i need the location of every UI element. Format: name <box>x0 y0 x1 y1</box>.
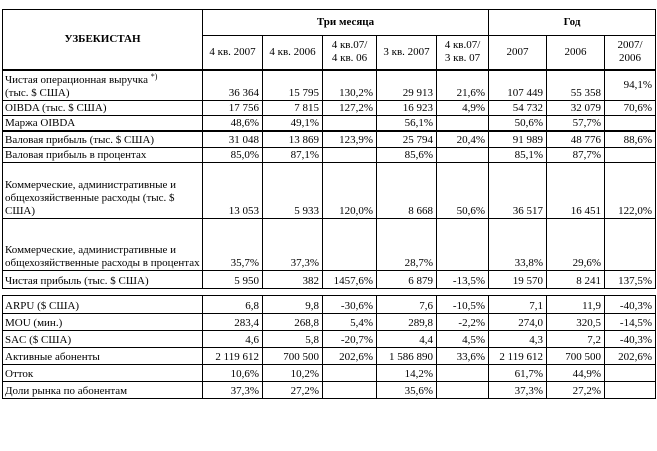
column-header: 2007 <box>489 36 547 70</box>
cell: 36 364 <box>203 70 263 101</box>
cell <box>323 382 377 399</box>
cell: 137,5% <box>605 271 656 289</box>
cell: 55 358 <box>547 70 605 101</box>
cell: 122,0% <box>605 163 656 219</box>
cell <box>605 116 656 131</box>
cell: 35,7% <box>203 219 263 271</box>
cell: 61,7% <box>489 365 547 382</box>
cell: 274,0 <box>489 314 547 331</box>
cell: 7,1 <box>489 296 547 314</box>
table-row <box>3 365 656 382</box>
cell: 5 950 <box>203 271 263 289</box>
column-header: 4 кв. 2007 <box>203 36 263 70</box>
cell: 48 776 <box>547 131 605 148</box>
cell: -30,6% <box>323 296 377 314</box>
cell: 5,4% <box>323 314 377 331</box>
cell <box>323 219 377 271</box>
cell <box>323 116 377 131</box>
cell <box>605 148 656 163</box>
cell: 5,8 <box>263 331 323 348</box>
table-row <box>3 314 656 331</box>
column-header: 4 кв. 2006 <box>263 36 323 70</box>
cell <box>437 148 489 163</box>
cell: 91 989 <box>489 131 547 148</box>
financial-table <box>2 9 656 399</box>
cell: 123,9% <box>323 131 377 148</box>
cell: 1457,6% <box>323 271 377 289</box>
cell: 14,2% <box>377 365 437 382</box>
cell <box>437 365 489 382</box>
row-label-unit: (тыс. $ США) <box>5 87 70 99</box>
cell: 202,6% <box>605 348 656 365</box>
cell <box>437 116 489 131</box>
cell: 50,6% <box>437 163 489 219</box>
cell: 283,4 <box>203 314 263 331</box>
row-label-text: Чистая операционная выручка <box>5 74 148 86</box>
cell: 25 794 <box>377 131 437 148</box>
cell: 48,6% <box>203 116 263 131</box>
cell: 87,7% <box>547 148 605 163</box>
cell: 37,3% <box>489 382 547 399</box>
cell: 320,5 <box>547 314 605 331</box>
cell: 85,6% <box>377 148 437 163</box>
cell: 28,7% <box>377 219 437 271</box>
cell: 11,9 <box>547 296 605 314</box>
cell: 16 451 <box>547 163 605 219</box>
cell: 44,9% <box>547 365 605 382</box>
cell: 33,8% <box>489 219 547 271</box>
column-header: 4 кв.07/ 4 кв. 06 <box>323 36 377 70</box>
cell: 17 756 <box>203 101 263 116</box>
cell: 13 053 <box>203 163 263 219</box>
cell: 2 119 612 <box>489 348 547 365</box>
cell: 202,6% <box>323 348 377 365</box>
table-row <box>3 331 656 348</box>
cell: 289,8 <box>377 314 437 331</box>
cell: 56,1% <box>377 116 437 131</box>
cell: 10,2% <box>263 365 323 382</box>
cell: 15 795 <box>263 70 323 101</box>
cell: 6,8 <box>203 296 263 314</box>
column-header: 3 кв. 2007 <box>377 36 437 70</box>
cell: 16 923 <box>377 101 437 116</box>
row-label <box>3 70 203 101</box>
cell: 8 241 <box>547 271 605 289</box>
column-header: 4 кв.07/ 3 кв. 07 <box>437 36 489 70</box>
cell: 29,6% <box>547 219 605 271</box>
cell: 7 815 <box>263 101 323 116</box>
cell: 127,2% <box>323 101 377 116</box>
table-row <box>3 70 656 101</box>
cell: 4,4 <box>377 331 437 348</box>
cell: 7,6 <box>377 296 437 314</box>
row-label: Маржа OIBDA <box>3 116 203 131</box>
cell: 107 449 <box>489 70 547 101</box>
cell: 1 586 890 <box>377 348 437 365</box>
cell: 85,1% <box>489 148 547 163</box>
cell: 54 732 <box>489 101 547 116</box>
cell: 70,6% <box>605 101 656 116</box>
row-label: Валовая прибыль в процентах <box>3 148 203 163</box>
row-label: OIBDA (тыс. $ США) <box>3 101 203 116</box>
table-row <box>3 131 656 148</box>
cell <box>605 382 656 399</box>
cell <box>323 365 377 382</box>
cell: 10,6% <box>203 365 263 382</box>
cell: 94,1% <box>605 70 656 101</box>
cell <box>323 148 377 163</box>
cell: 36 517 <box>489 163 547 219</box>
cell <box>437 382 489 399</box>
cell: 33,6% <box>437 348 489 365</box>
table-row <box>3 271 656 289</box>
cell: -13,5% <box>437 271 489 289</box>
table-row <box>3 101 656 116</box>
cell: 5 933 <box>263 163 323 219</box>
table-row <box>3 348 656 365</box>
cell: -40,3% <box>605 296 656 314</box>
table-row <box>3 219 656 271</box>
cell: 32 079 <box>547 101 605 116</box>
cell: 49,1% <box>263 116 323 131</box>
cell: 9,8 <box>263 296 323 314</box>
cell: 88,6% <box>605 131 656 148</box>
row-label: Отток <box>3 365 203 382</box>
cell: 4,6 <box>203 331 263 348</box>
section-separator <box>3 289 656 296</box>
table-row <box>3 148 656 163</box>
row-label: Доли рынка по абонентам <box>3 382 203 399</box>
cell: 27,2% <box>547 382 605 399</box>
row-label: SAC ($ США) <box>3 331 203 348</box>
column-header: 2006 <box>547 36 605 70</box>
cell: 37,3% <box>203 382 263 399</box>
cell: 29 913 <box>377 70 437 101</box>
cell: 37,3% <box>263 219 323 271</box>
cell: 87,1% <box>263 148 323 163</box>
row-label: Валовая прибыль (тыс. $ США) <box>3 131 203 148</box>
cell: 27,2% <box>263 382 323 399</box>
cell: 50,6% <box>489 116 547 131</box>
cell <box>605 219 656 271</box>
cell: 382 <box>263 271 323 289</box>
cell: 2 119 612 <box>203 348 263 365</box>
cell: 130,2% <box>323 70 377 101</box>
table-row <box>3 163 656 219</box>
cell: 21,6% <box>437 70 489 101</box>
cell: -10,5% <box>437 296 489 314</box>
footnote-mark: *) <box>150 72 158 81</box>
cell: -20,7% <box>323 331 377 348</box>
row-label: Чистая прибыль (тыс. $ США) <box>3 271 203 289</box>
table-row <box>3 296 656 314</box>
year-group-header: Год <box>489 10 656 36</box>
row-label: Коммерческие, административные и общехозяйственные расходы (тыс. $ США) <box>3 163 203 219</box>
quarter-group-header: Три месяца <box>203 10 489 36</box>
cell: 85,0% <box>203 148 263 163</box>
cell: 7,2 <box>547 331 605 348</box>
cell: 57,7% <box>547 116 605 131</box>
row-label: Активные абоненты <box>3 348 203 365</box>
cell: 31 048 <box>203 131 263 148</box>
row-label: MOU (мин.) <box>3 314 203 331</box>
cell: 4,9% <box>437 101 489 116</box>
cell: -2,2% <box>437 314 489 331</box>
cell: 19 570 <box>489 271 547 289</box>
table-row <box>3 382 656 399</box>
cell: 6 879 <box>377 271 437 289</box>
cell <box>605 365 656 382</box>
cell: 13 869 <box>263 131 323 148</box>
cell: 4,5% <box>437 331 489 348</box>
cell: 8 668 <box>377 163 437 219</box>
cell: 4,3 <box>489 331 547 348</box>
table-row <box>3 116 656 131</box>
country-header: УЗБЕКИСТАН <box>3 10 203 70</box>
cell: -40,3% <box>605 331 656 348</box>
cell: 700 500 <box>263 348 323 365</box>
cell: 120,0% <box>323 163 377 219</box>
cell: 35,6% <box>377 382 437 399</box>
cell <box>437 219 489 271</box>
row-label: ARPU ($ США) <box>3 296 203 314</box>
cell: 700 500 <box>547 348 605 365</box>
cell: 268,8 <box>263 314 323 331</box>
column-header: 2007/ 2006 <box>605 36 656 70</box>
cell: -14,5% <box>605 314 656 331</box>
row-label: Коммерческие, административные и общехозяйственные расходы в процентах <box>3 219 203 271</box>
cell: 20,4% <box>437 131 489 148</box>
